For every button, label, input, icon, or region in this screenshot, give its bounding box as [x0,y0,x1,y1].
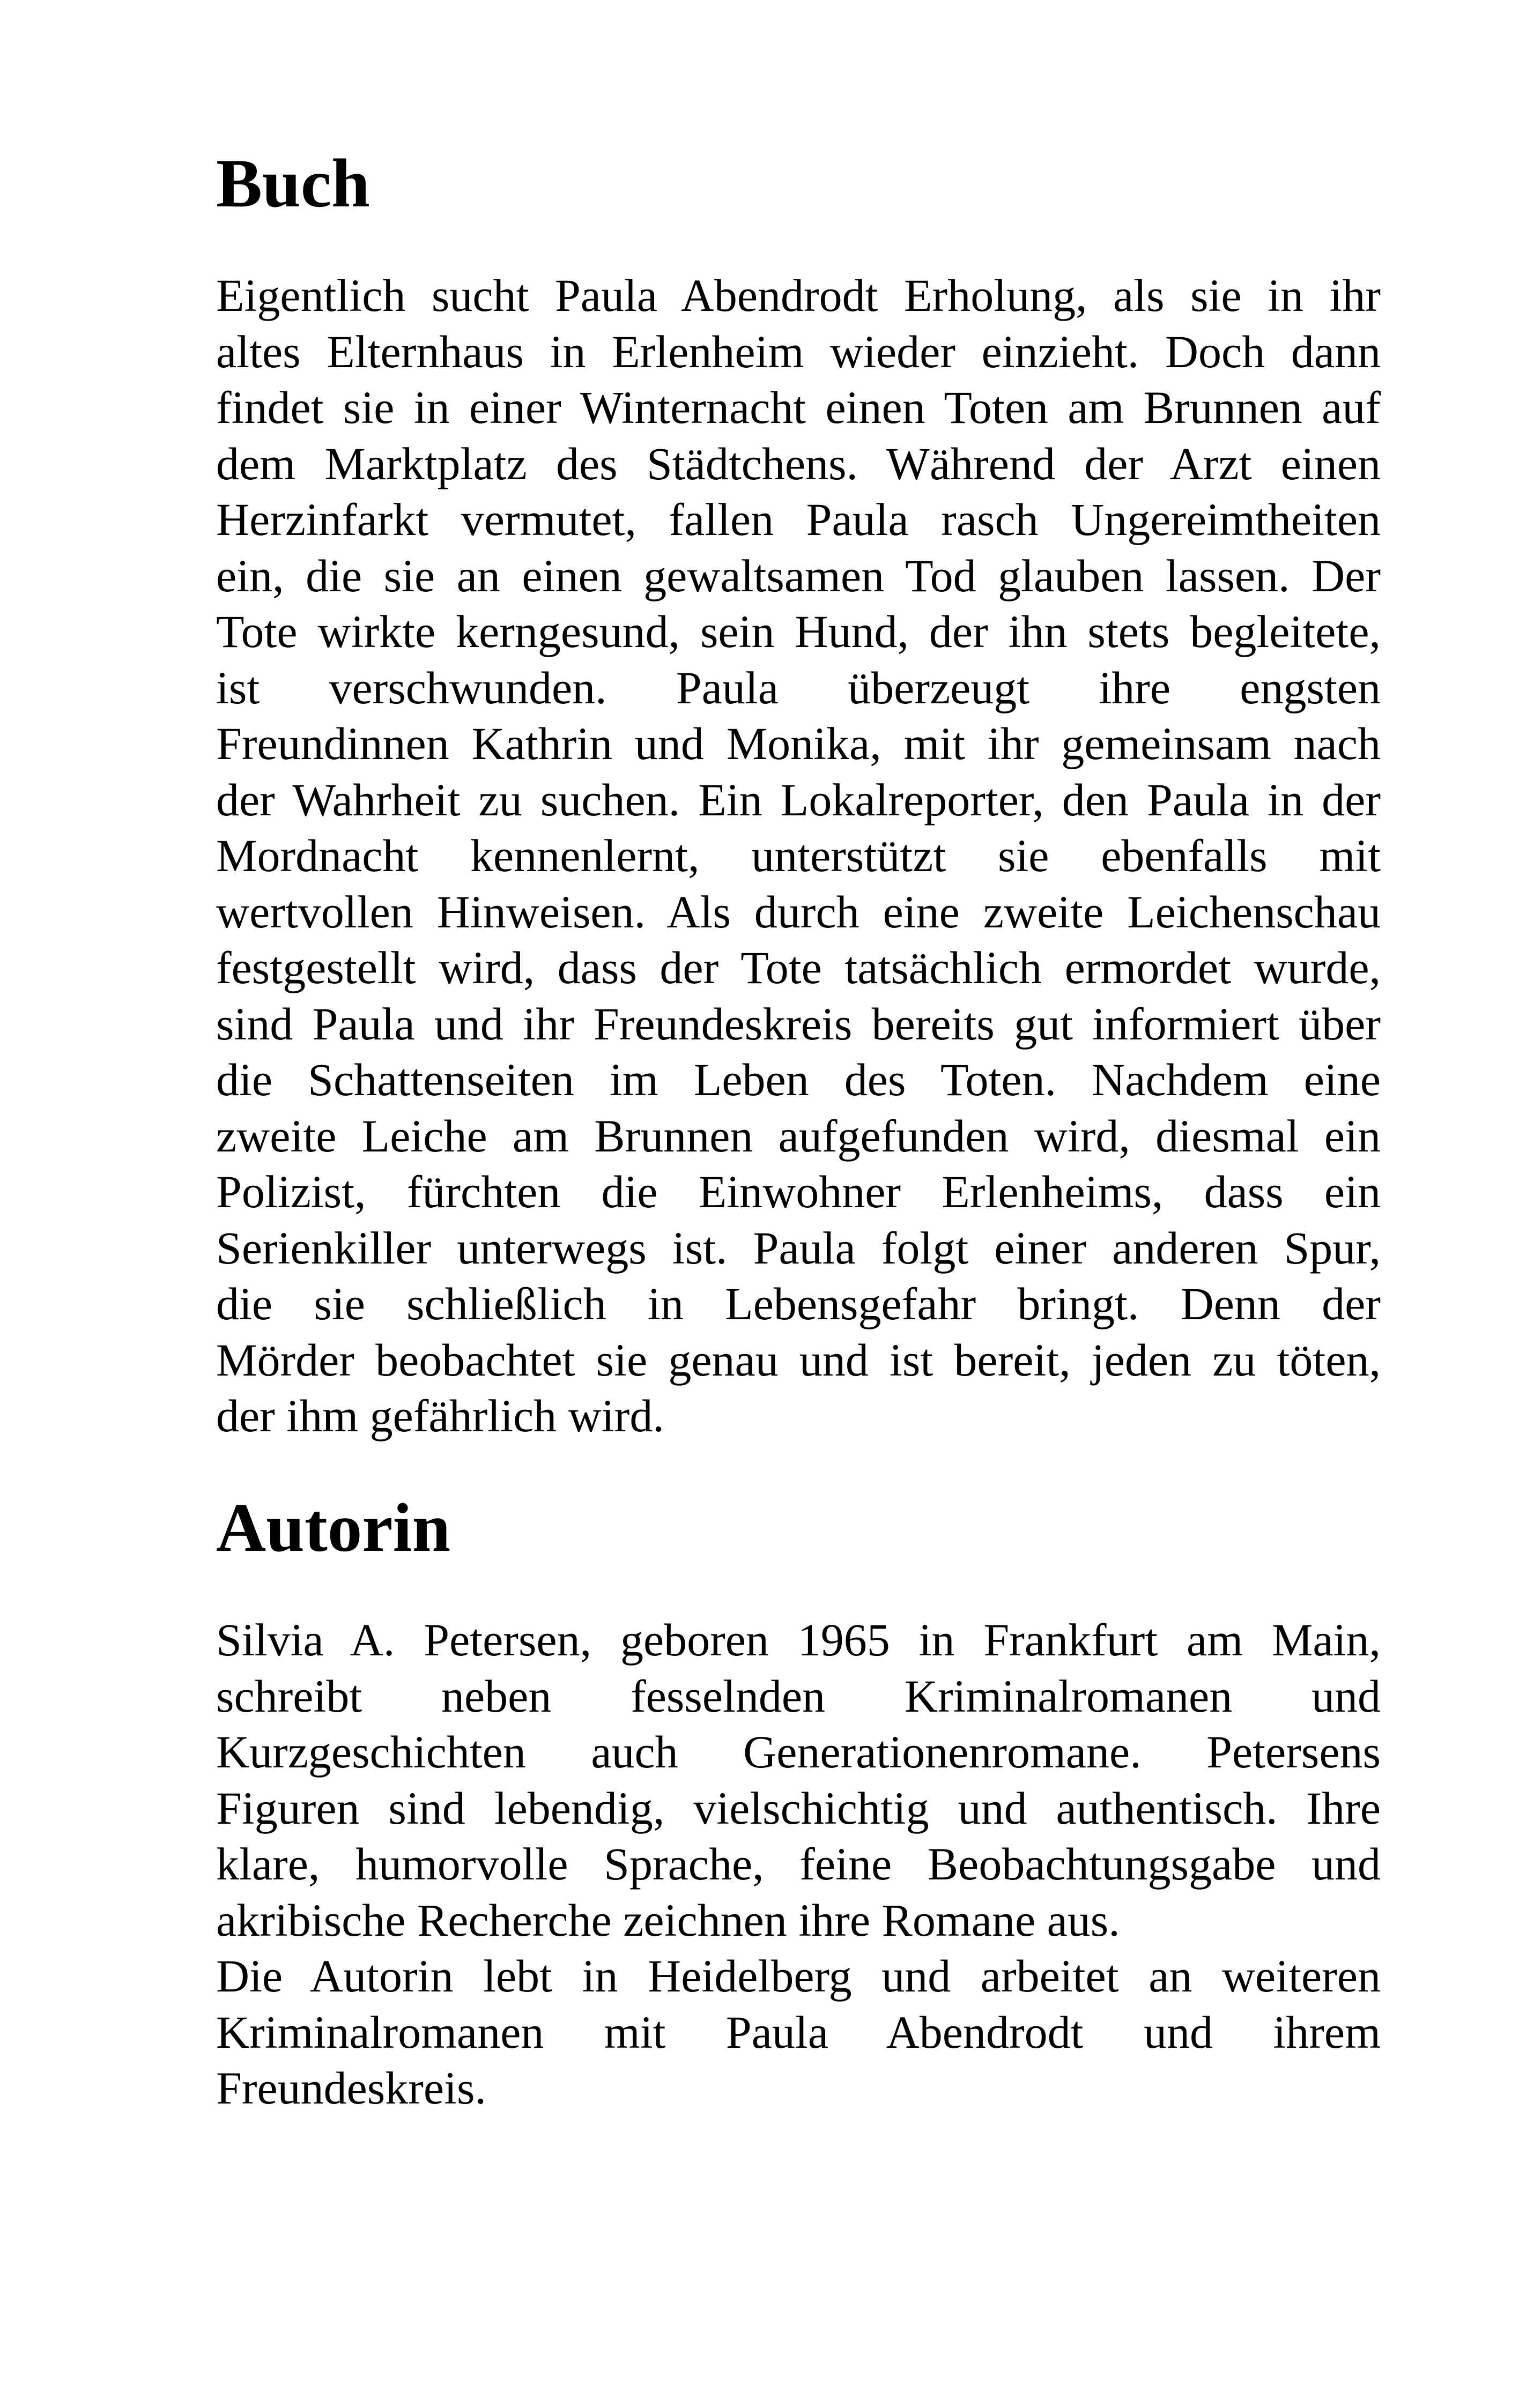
text-line: zweite Leiche am Brunnen aufgefunden wird, diesmal ein [216,1110,1381,1162]
text-line: Eigentlich sucht Paula Abendrodt Erholung, als sie in ihr [216,270,1381,321]
author-bio-paragraph [216,1612,1381,1948]
text-line: Silvia A. Petersen, geboren 1965 in Frankfurt am Main, [216,1614,1381,1666]
text-line: der ihm gefährlich wird. [216,1390,664,1441]
document-page [216,145,1381,2116]
text-line: akribische Recherche zeichnen ihre Romane aus. [216,1894,1120,1946]
text-line: der Wahrheit zu suchen. Ein Lokalreporter, den Paula in der [216,774,1381,826]
text-line: Herzinfarkt vermutet, fallen Paula rasch Ungereimtheiten [216,494,1381,545]
text-line: Kriminalromanen mit Paula Abendrodt und ihrem [216,2006,1381,2058]
section-heading-buch: Buch [216,145,370,221]
text-line: die Schattenseiten im Leben des Toten. Nachdem eine [216,1054,1381,1105]
book-description-paragraph [216,267,1381,1444]
text-line: Freundinnen Kathrin und Monika, mit ihr gemeinsam nach [216,718,1381,769]
text-line: findet sie in einer Winternacht einen Toten am Brunnen auf [216,382,1381,433]
text-line: schreibt neben fesselnden Kriminalromanen und [216,1670,1381,1722]
text-line: Tote wirkte kerngesund, sein Hund, der ihn stets begleitete, [216,606,1381,657]
text-line: dem Marktplatz des Städtchens. Während der Arzt einen [216,437,1381,489]
text-line: ist verschwunden. Paula überzeugt ihre engsten [216,662,1381,714]
section-heading-autorin: Autorin [216,1489,451,1566]
text-line: klare, humorvolle Sprache, feine Beobachtungsgabe und [216,1838,1381,1890]
text-line: altes Elternhaus in Erlenheim wieder einzieht. Doch dann [216,325,1381,377]
text-line: ein, die sie an einen gewaltsamen Tod glauben lassen. Der [216,549,1381,601]
text-line: Die Autorin lebt in Heidelberg und arbeitet an weiteren [216,1950,1381,2002]
text-line: Serienkiller unterwegs ist. Paula folgt einer anderen Spur, [216,1222,1381,1274]
text-line: Polizist, fürchten die Einwohner Erlenheims, dass ein [216,1166,1381,1217]
text-line: festgestellt wird, dass der Tote tatsächlich ermordet wurde, [216,942,1381,993]
text-line: Freundeskreis. [216,2062,486,2114]
text-line: die sie schließlich in Lebensgefahr bringt. Denn der [216,1278,1381,1329]
author-residence-paragraph [216,1948,1381,2116]
spacer [216,212,1381,268]
text-line: Mörder beobachtet sie genau und ist bereit, jeden zu töten, [216,1334,1381,1386]
text-line: Kurzgeschichten auch Generationenromane. Petersens [216,1726,1381,1778]
text-line: Mordnacht kennenlernt, unterstützt sie ebenfalls mit [216,830,1381,881]
text-line: sind Paula und ihr Freundeskreis bereits gut informiert über [216,998,1381,1050]
text-line: Figuren sind lebendig, vielschichtig und authentisch. Ihre [216,1782,1381,1834]
text-line: wertvollen Hinweisen. Als durch eine zweite Leichenschau [216,886,1381,938]
